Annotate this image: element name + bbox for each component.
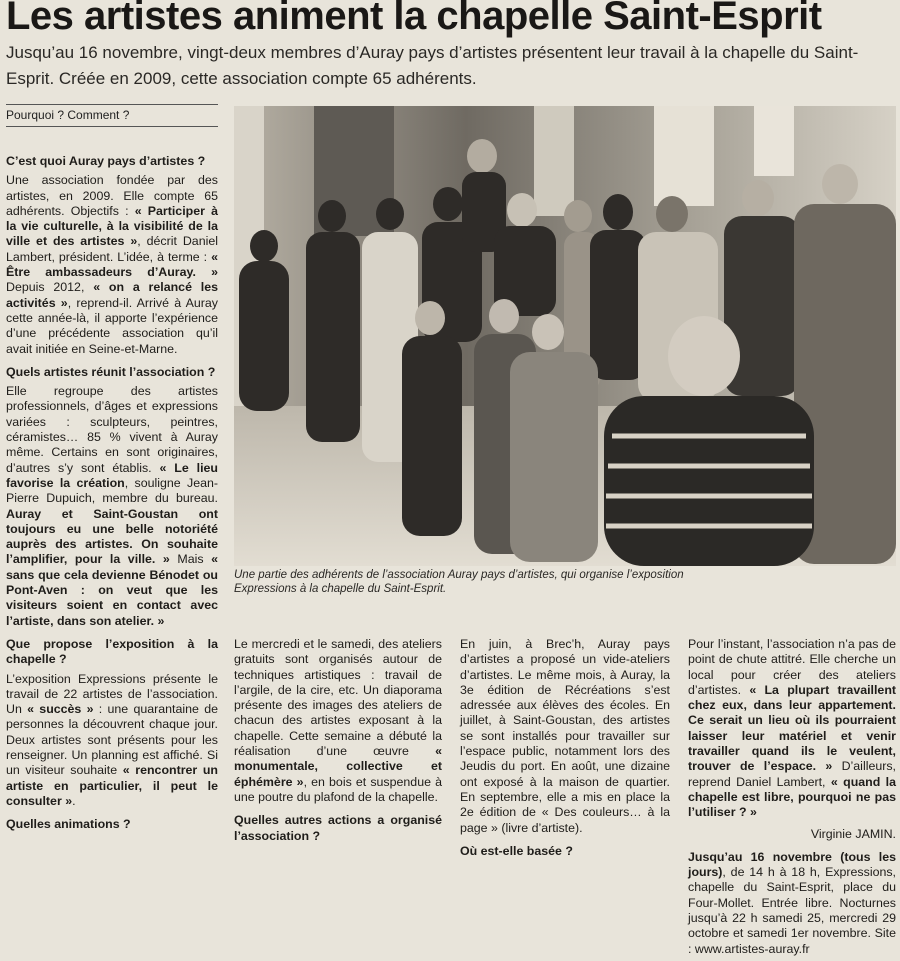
answer-exhibition: L’exposition Expressions présente le travail de 22 artistes de l’association. Un « succès » : une quarantaine de personnes la découvrent chaque jour. Deux artistes sont présents pour les renseigner. Un planning est affiché. Si un visiteur souhaite « rencontrer un artiste en particulier, il peut le consulter ». (6, 671, 218, 808)
answer-other-actions: En juin, à Brec’h, Auray pays d’artistes a proposé un vide-ateliers d’artistes. Le même mois, à Auray, la 3e édition de Récréations s’est adressée aux élèves des écoles. En juillet, à Saint-Goustan, des artistes se sont installés pour travailler sur l’espace public, notamment lors des Jeudis du port. En août, une dizaine ont exposé à la maison de quartier. En septembre, elle a mis en place la 2e édition de « Des couleurs… à la page » (livre d’artiste). (460, 637, 670, 835)
divider-bottom (6, 126, 218, 127)
column-3 (460, 637, 670, 863)
answer-where-based: Pour l’instant, l’association n’a pas de point de chute attitré. Elle cherche un local pour créer des ateliers d’artistes. « La plupart travaillent chez eux, dans leur appartement. Ce serait un lieu où ils pourraient laisser leur matériel et venir travailler quand ils le veulent, trouver de l’espace. » D’ailleurs, reprend Daniel Lambert, « quand la chapelle est libre, pourquoi ne pas l’utiliser ? » (688, 637, 897, 820)
section-tag: Pourquoi ? Comment ? (6, 108, 130, 122)
group-photo (234, 106, 896, 566)
column-1 (6, 146, 218, 836)
question-where-based: Où est-elle basée ? (460, 843, 573, 858)
question-other-actions: Quelles autres actions a organisé l’association ? (234, 813, 442, 843)
divider-top (6, 104, 218, 105)
answer-which-artists: Elle regroupe des artistes professionnels, d’âges et expressions variées : sculpteurs, peintres, céramistes… 85 % vivent à Auray même. Certains en sont originaires, d’autres s’y sont établis. « Le lieu favorise la création, souligne Jean-Pierre Dupuich, membre du bureau. Auray et Saint-Goustan ont toujours eu une belle notoriété auprès des artistes. On souhaite l’amplifier, pour la ville. » Mais « sans que cela devienne Bénodet ou Pont-Aven : on veut que les visiteurs soient en contact avec l’artiste, dans son atelier. » (6, 384, 218, 628)
column-2 (234, 637, 442, 848)
headline: Les artistes animent la chapelle Saint-Esprit (6, 0, 822, 38)
question-animations: Quelles animations ? (6, 817, 131, 832)
question-what-is: C’est quoi Auray pays d’artistes ? (6, 154, 206, 168)
photo-caption: Une partie des adhérents de l’association Auray pays d’artistes, qui organise l’exposition Expressions à la chapelle du Saint-Esprit. (234, 569, 684, 595)
answer-what-is: Une association fondée par des artistes, en 2009. Elle compte 65 adhérents. Objectifs : « Participer à la vie culturelle, à la visibilité de la ville et des artistes », décrit Daniel Lambert, président. L’idée, à terme : « Être ambassadeurs d’Auray. » Depuis 2012, « on a relancé les activités », reprend-il. Arrivé à Auray cette année-là, il apporte l’expérience d’une précédente association qu’il avait initiée en Seine-et-Marne. (6, 173, 218, 356)
practical-info: Jusqu’au 16 novembre (tous les jours), de 14 h à 18 h, Expressions, chapelle du Saint-Esprit, place du Four-Mollet. Entrée libre. Nocturnes jusqu’à 22 h samedi 25, mercredi 29 octobre et samedi 1er novembre. Site : www.artistes-auray.fr (688, 849, 896, 956)
byline: Virginie JAMIN. (810, 826, 896, 841)
question-which-artists: Quels artistes réunit l’association ? (6, 364, 216, 379)
column-4 (688, 637, 896, 961)
group-photo-image (234, 106, 896, 566)
chapo: Jusqu’au 16 novembre, vingt-deux membres d’Auray pays d’artistes présentent leur travail à la chapelle du Saint-Esprit. Créée en 2009, cette association compte 65 adhérents. (6, 43, 859, 88)
answer-animations: Le mercredi et le samedi, des ateliers gratuits sont organisés autour de techniques artistiques : travail de l’argile, de la cire, etc. Un diaporama présente des images des ateliers de chacun des artistes exposant à la chapelle. Cette semaine a débuté la réalisation d’une œuvre « monumentale, collective et éphémère », en bois et suspendue à une poutre du plafond de la chapelle. (234, 637, 442, 804)
question-exhibition: Que propose l’exposition à la chapelle ? (6, 636, 218, 667)
